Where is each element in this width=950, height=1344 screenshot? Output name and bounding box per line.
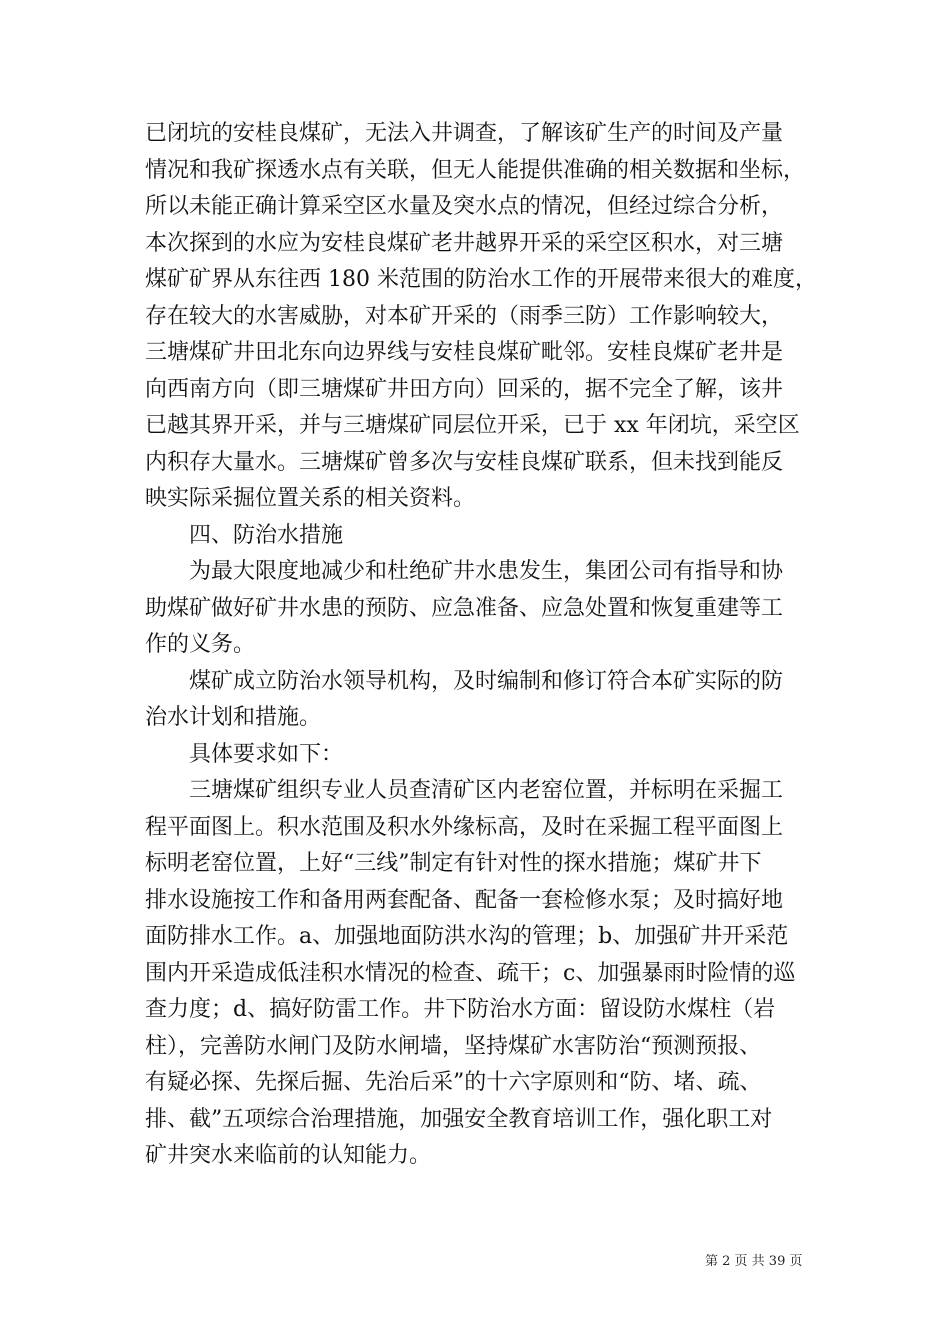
text-line: 三塘煤矿井田北东向边界线与安桂良煤矿毗邻。安桂良煤矿老井是	[145, 340, 784, 365]
text-line: 本次探到的水应为安桂良煤矿老井越界开采的采空区积水，对三塘	[145, 230, 784, 256]
page-number: 第 2 页 共 39 页	[705, 1254, 803, 1269]
text-line: 矿井突水来临前的认知能力。	[145, 1143, 432, 1168]
text-line: 内积存大量水。三塘煤矿曾多次与安桂良煤矿联系，但未找到能反	[145, 449, 784, 475]
text-line: 围内开采造成低洼积水情况的检查、疏干；c、加强暴雨时险情的巡	[145, 960, 796, 986]
text-line: 助煤矿做好矿井水患的预防、应急准备、应急处置和恢复重建等工	[145, 595, 784, 621]
text-line: 查力度；d、搞好防雷工作。井下防治水方面：留设防水煤柱（岩	[145, 997, 776, 1022]
text-line: 具体要求如下：	[189, 741, 344, 767]
text-line: 排、截”五项综合治理措施，加强安全教育培训工作，强化职工对	[145, 1106, 773, 1132]
text-line: 程平面图上。积水范围及积水外缘标高，及时在采掘工程平面图上	[145, 814, 784, 840]
text-line: 已闭坑的安桂良煤矿，无法入井调查，了解该矿生产的时间及产量	[145, 121, 784, 146]
text-line: 情况和我矿探透水点有关联，但无人能提供准确的相关数据和坐标，	[145, 157, 806, 183]
text-line: 已越其界开采，并与三塘煤矿同层位开采，已于 xx 年闭坑，采空区	[145, 413, 800, 438]
document-body	[145, 116, 825, 1175]
text-line: 标明老窑位置，上好“三线”制定有针对性的探水措施；煤矿井下	[145, 851, 762, 876]
section-heading: 四、防治水措施	[189, 522, 344, 548]
text-line: 煤矿成立防治水领导机构，及时编制和修订符合本矿实际的防	[189, 668, 784, 694]
text-line: 向西南方向（即三塘煤矿井田方向）回采的，据不完全了解，该井	[145, 376, 784, 402]
text-line: 所以未能正确计算采空区水量及突水点的情况，但经过综合分析，	[145, 194, 784, 219]
text-line: 作的义务。	[145, 632, 256, 657]
text-line: 存在较大的水害威胁，对本矿开采的（雨季三防）工作影响较大，	[145, 303, 784, 329]
text-line: 治水计划和措施。	[145, 705, 322, 730]
text-line: 煤矿矿界从东往西 180 米范围的防治水工作的开展带来很大的难度，	[145, 267, 817, 292]
text-line: 三塘煤矿组织专业人员查清矿区内老窑位置，并标明在采掘工	[189, 778, 784, 803]
text-line: 排水设施按工作和备用两套配备、配备一套检修水泵；及时搞好地	[145, 887, 784, 913]
text-line: 柱），完善防水闸门及防水闸墙，坚持煤矿水害防治“预测预报、	[145, 1033, 762, 1059]
text-line: 面防排水工作。a、加强地面防洪水沟的管理；b、加强矿井开采范	[145, 924, 789, 949]
text-line: 有疑必探、先探后掘、先治后采”的十六字原则和“防、堵、疏、	[145, 1070, 762, 1095]
text-line: 为最大限度地减少和杜绝矿井水患发生，集团公司有指导和协	[189, 559, 784, 584]
text-line: 映实际采掘位置关系的相关资料。	[145, 486, 476, 511]
